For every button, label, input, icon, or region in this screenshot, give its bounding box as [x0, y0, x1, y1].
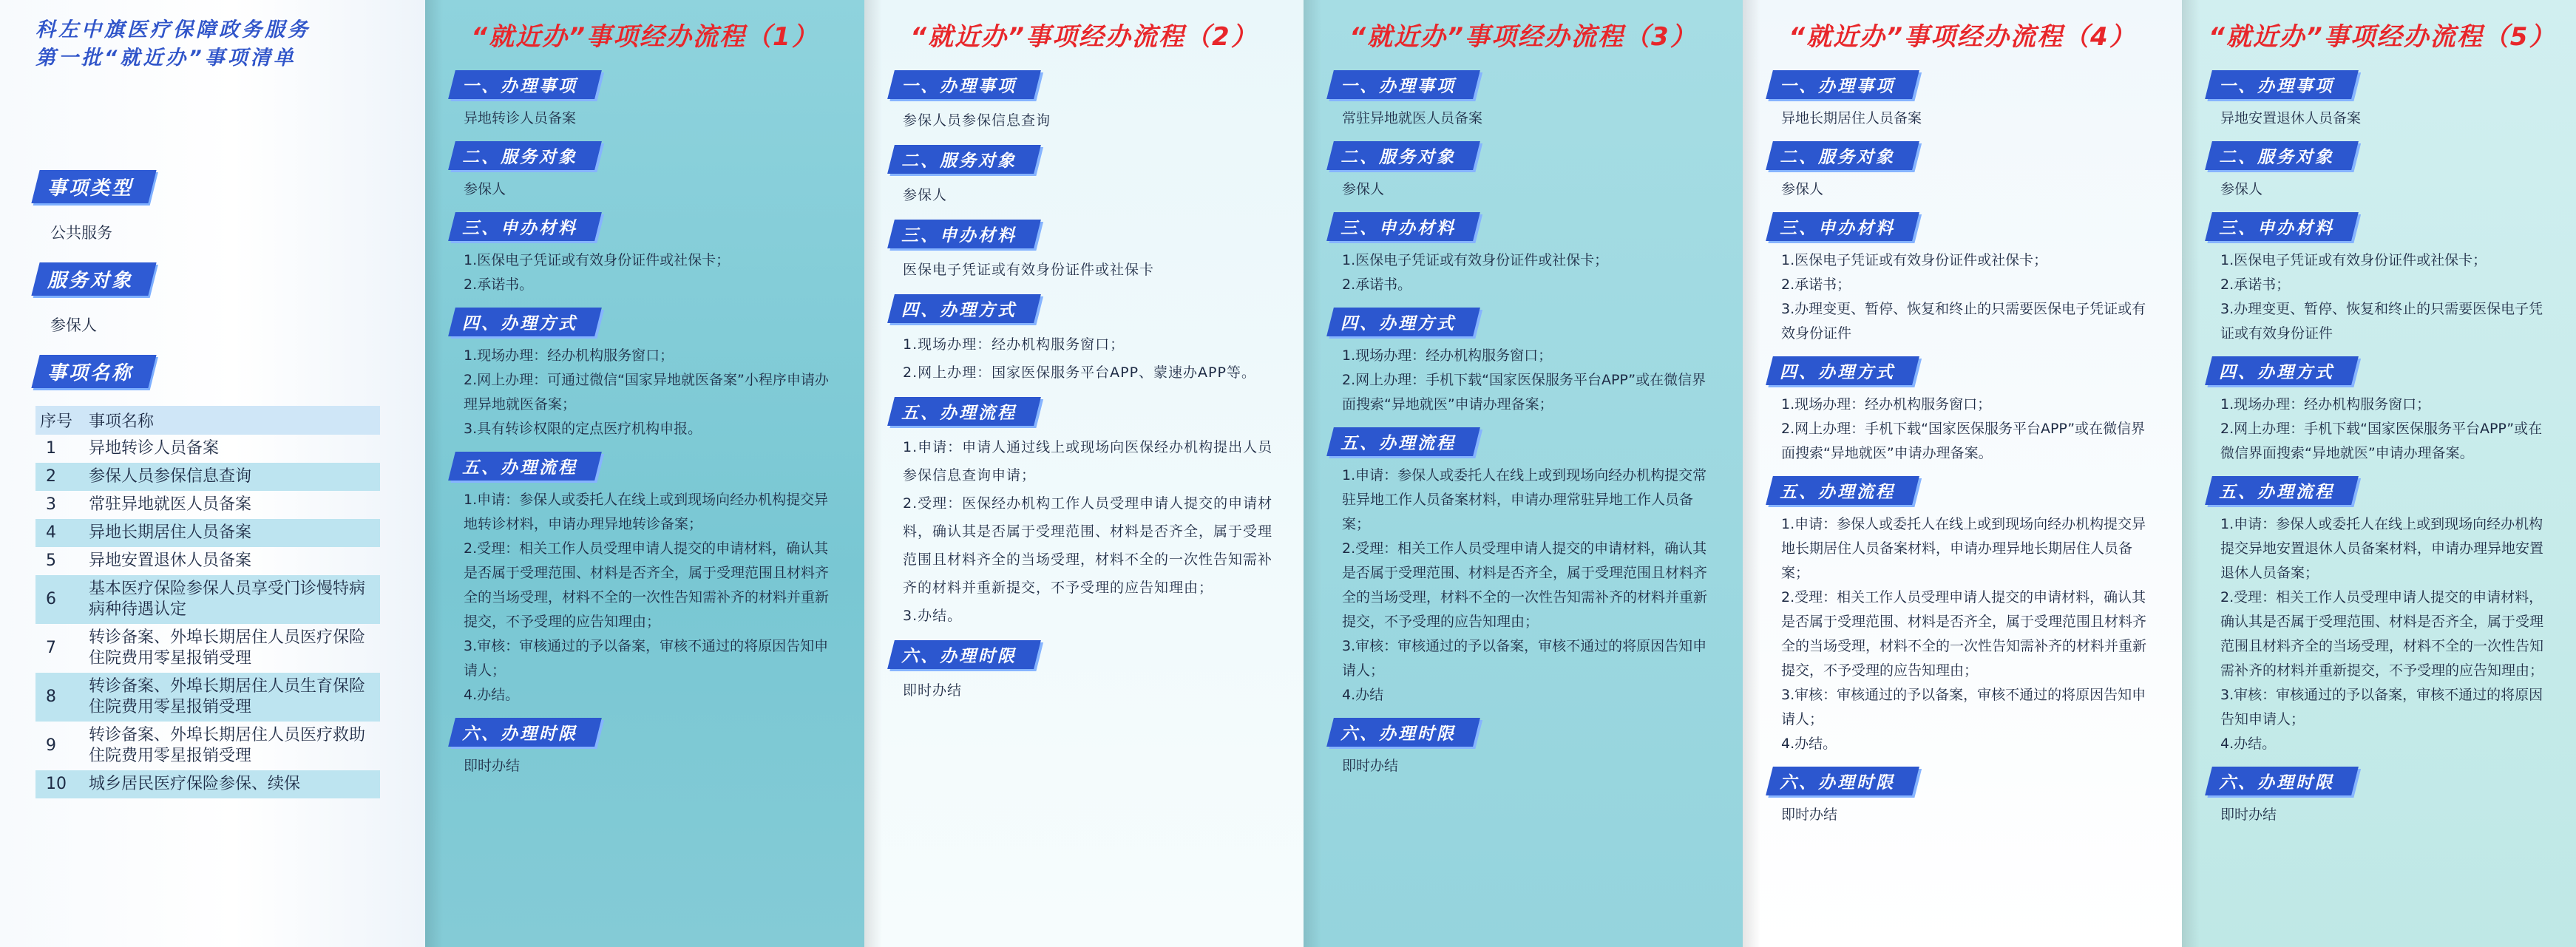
- panel-title: “就近办”事项经办流程（1）: [471, 22, 818, 52]
- cover-panel: [0, 0, 425, 947]
- process-section: [1769, 356, 2155, 466]
- section-heading-label: 五、办理流程: [1780, 483, 1895, 502]
- section-heading: [1326, 70, 1480, 99]
- section-text: 1.现场办理：经办机构服务窗口； 2.网上办理：可通过微信“国家异地就医备案”小程序申请办理异地就医备案； 3.具有转诊权限的定点医疗机构申报。: [464, 347, 829, 437]
- panel-title: “就近办”事项经办流程（5）: [2209, 22, 2556, 52]
- item-number: 7: [46, 639, 56, 657]
- panel-title: “就近办”事项经办流程（3）: [1349, 22, 1697, 52]
- section-heading: [1766, 356, 1919, 385]
- section-heading-label: 六、办理时限: [2219, 773, 2334, 792]
- item-number: 6: [35, 575, 84, 624]
- process-section: [891, 70, 1277, 135]
- table-row: [35, 575, 380, 624]
- process-section: [891, 640, 1277, 705]
- section-heading: [1326, 308, 1480, 336]
- section-heading-label: 五、办理流程: [462, 458, 577, 478]
- section-text: 异地安置退休人员备案: [2220, 110, 2362, 126]
- process-section: [891, 145, 1277, 209]
- item-name: 异地长期居住人员备案: [84, 519, 380, 547]
- section-heading: [2205, 70, 2359, 99]
- panel-title: “就近办”事项经办流程（2）: [910, 22, 1258, 52]
- section-text: 1.医保电子凭证或有效身份证件或社保卡； 2.承诺书； 3.办理变更、暂停、恢复和终止的只需要医保电子凭证或有效身份证件: [1781, 252, 2146, 342]
- section-heading: [887, 640, 1041, 669]
- section-heading-label: 一、办理事项: [2219, 77, 2334, 96]
- process-section: [2209, 476, 2549, 756]
- item-names-tag: [31, 355, 156, 388]
- section-heading: [1326, 427, 1480, 456]
- process-section: [1330, 427, 1716, 707]
- process-section: [1330, 212, 1716, 297]
- item-name: 常驻异地就医人员备案: [89, 495, 252, 514]
- section-heading: [2205, 767, 2359, 795]
- section-heading-label: 二、服务对象: [901, 152, 1017, 171]
- section-text: 1.现场办理：经办机构服务窗口； 2.网上办理：手机下载“国家医保服务平台APP”或在微信界面搜索“异地就医”申请办理备案；: [1342, 347, 1706, 413]
- section-text: 参保人: [1781, 181, 1824, 197]
- column-header-no: 序号: [35, 406, 84, 435]
- section-heading: [2205, 356, 2359, 385]
- section-text: 即时办结: [2220, 807, 2277, 823]
- section-text: 异地长期居住人员备案: [1781, 110, 1922, 126]
- table-row: [35, 547, 380, 575]
- process-section: [2209, 212, 2549, 346]
- process-section: [2209, 767, 2549, 827]
- section-heading-label: 三、申办材料: [1780, 219, 1895, 238]
- section-heading: [887, 220, 1041, 248]
- item-name: 转诊备案、外埠长期居住人员医疗保险住院费用零星报销受理: [89, 628, 366, 668]
- section-heading: [887, 145, 1041, 174]
- process-section: [1769, 141, 2155, 202]
- process-section: [1769, 476, 2155, 756]
- item-list-body: [35, 435, 380, 798]
- section-heading-label: 六、办理时限: [901, 647, 1017, 666]
- process-section: [452, 718, 838, 778]
- process-section: [452, 212, 838, 297]
- item-type-tag: [31, 170, 156, 203]
- table-row: [35, 519, 380, 547]
- section-heading: [448, 70, 602, 99]
- section-heading: [1766, 767, 1919, 795]
- section-text: 1.现场办理：经办机构服务窗口； 2.网上办理：手机下载“国家医保服务平台APP”或在微信界面搜索“异地就医”申请办理备案。: [2220, 396, 2543, 461]
- process-panel-2: [864, 0, 1304, 947]
- table-row: [35, 435, 380, 463]
- section-heading-label: 三、申办材料: [2219, 219, 2334, 238]
- item-name: 转诊备案、外埠长期居住人员生育保险住院费用零星报销受理: [84, 673, 380, 722]
- process-section: [2209, 356, 2549, 466]
- section-heading: [1766, 212, 1919, 241]
- item-number: 9: [46, 736, 56, 755]
- item-number: 3: [46, 495, 56, 514]
- section-text: 1.申请：申请人通过线上或现场向医保经办机构提出人员参保信息查询申请； 2.受理：医保经办机构工作人员受理申请人提交的申请材料，确认其是否属于受理范围、材料是否齐全，属于受理范围且材料齐全的当场受理，材料不全的一次性告知需补齐的材料并重新提交，不予受理的应告知理由； 3.办结。: [903, 439, 1273, 624]
- section-heading-label: 三、申办材料: [462, 219, 577, 238]
- process-section: [1769, 70, 2155, 131]
- table-row: [35, 624, 380, 673]
- process-section: [452, 452, 838, 707]
- table-row: [35, 770, 380, 798]
- item-name: 转诊备案、外埠长期居住人员医疗救助住院费用零星报销受理: [89, 726, 366, 765]
- process-section: [1330, 141, 1716, 202]
- process-section: [2209, 70, 2549, 131]
- section-heading-label: 四、办理方式: [462, 314, 577, 333]
- section-text: 参保人: [903, 187, 948, 203]
- panel-fold-shadow: [864, 0, 882, 947]
- item-name: 异地安置退休人员备案: [89, 551, 252, 570]
- section-heading-label: 三、申办材料: [901, 226, 1017, 245]
- section-heading-label: 四、办理方式: [1340, 314, 1456, 333]
- process-section: [452, 308, 838, 441]
- section-heading: [2205, 141, 2359, 170]
- section-heading-label: 三、申办材料: [1340, 219, 1456, 238]
- service-target-value: 参保人: [50, 316, 97, 334]
- table-header-row: [35, 406, 380, 435]
- table-row: [35, 463, 380, 491]
- item-number: 8: [35, 673, 84, 722]
- section-heading-label: 四、办理方式: [2219, 363, 2334, 382]
- section-heading: [448, 718, 602, 747]
- section-heading-label: 二、服务对象: [1780, 148, 1895, 167]
- section-heading: [1326, 212, 1480, 241]
- item-name: 基本医疗保险参保人员享受门诊慢特病病种待遇认定: [84, 575, 380, 624]
- service-target-label: 服务对象: [47, 270, 134, 292]
- section-text: 1.现场办理：经办机构服务窗口； 2.网上办理：国家医保服务平台APP、蒙速办APP等。: [903, 336, 1256, 381]
- section-heading-label: 一、办理事项: [462, 77, 577, 96]
- process-panel-3: [1304, 0, 1743, 947]
- panel-fold-shadow: [1743, 0, 1760, 947]
- section-heading-label: 二、服务对象: [2219, 148, 2334, 167]
- section-heading-label: 一、办理事项: [901, 77, 1017, 96]
- item-number: 2: [35, 463, 84, 491]
- cover-title-line1: 科左中旗医疗保障政务服务: [35, 18, 311, 41]
- process-section: [891, 220, 1277, 284]
- section-heading: [448, 141, 602, 170]
- section-heading-label: 四、办理方式: [901, 301, 1017, 320]
- section-text: 即时办结: [1781, 807, 1838, 823]
- item-type-value: 公共服务: [50, 224, 112, 242]
- section-text: 1.申请：参保人或委托人在线上或到现场向经办机构提交异地长期居住人员备案材料，申请办理异地长期居住人员备案； 2.受理：相关工作人员受理申请人提交的申请材料，确认其是否属于受理范围、材料是否齐全，属于受理范围且材料齐全的当场受理，材料不全的一次性告知需补齐的材料并重新提交，不予受理的应告知理由； 3.审核：审核通过的予以备案，审核不通过的将原因告知申请人； 4.办结。: [1781, 516, 2147, 752]
- section-heading-label: 五、办理流程: [901, 404, 1017, 423]
- service-target-tag: [31, 262, 156, 296]
- section-text: 参保人: [2220, 181, 2263, 197]
- section-text: 异地转诊人员备案: [464, 110, 577, 126]
- section-heading-label: 二、服务对象: [1340, 148, 1456, 167]
- process-section: [452, 70, 838, 131]
- section-text: 1.医保电子凭证或有效身份证件或社保卡； 2.承诺书。: [1342, 252, 1609, 293]
- item-name: 参保人员参保信息查询: [84, 463, 380, 491]
- column-header-name: 事项名称: [84, 406, 380, 435]
- section-heading: [448, 308, 602, 336]
- section-heading-label: 四、办理方式: [1780, 363, 1895, 382]
- section-heading-label: 二、服务对象: [462, 148, 577, 167]
- section-heading: [1766, 70, 1919, 99]
- process-section: [1330, 308, 1716, 417]
- section-heading: [2205, 476, 2359, 505]
- section-text: 1.医保电子凭证或有效身份证件或社保卡； 2.承诺书。: [464, 252, 731, 293]
- section-heading-label: 六、办理时限: [462, 724, 577, 744]
- section-heading-label: 五、办理流程: [1340, 434, 1456, 453]
- section-text: 参保人: [1342, 181, 1385, 197]
- section-heading: [1326, 141, 1480, 170]
- process-section: [452, 141, 838, 202]
- process-section: [891, 294, 1277, 387]
- panel-fold-shadow: [425, 0, 443, 947]
- section-text: 参保人: [464, 181, 506, 197]
- process-section: [2209, 141, 2549, 202]
- item-number: 5: [46, 551, 56, 570]
- process-section: [891, 397, 1277, 630]
- section-text: 即时办结: [464, 758, 521, 774]
- item-names-label: 事项名称: [47, 362, 134, 384]
- section-heading: [887, 70, 1041, 99]
- item-number: 1: [46, 439, 56, 458]
- panel-title: “就近办”事项经办流程（4）: [1789, 22, 2136, 52]
- section-heading: [1766, 141, 1919, 170]
- process-panel-4: [1743, 0, 2182, 947]
- cover-title: [35, 16, 396, 72]
- item-number: 4: [35, 519, 84, 547]
- process-section: [1769, 767, 2155, 827]
- process-section: [1330, 718, 1716, 778]
- section-text: 1.申请：参保人或委托人在线上或到现场向经办机构提交异地安置退休人员备案材料，申请办理异地安置退休人员备案； 2.受理：相关工作人员受理申请人提交的申请材料，确认其是否属于受理范围、材料是否齐全，属于受理范围且材料齐全的当场受理，材料不全的一次性告知需补齐的材料并重新提交，不予受理的应告知理由； 3.审核：审核通过的予以备案，审核不通过的将原因告知申请人； 4.办结。: [2220, 516, 2544, 752]
- section-text: 即时办结: [903, 682, 963, 699]
- section-heading: [448, 452, 602, 481]
- section-text: 即时办结: [1342, 758, 1399, 774]
- panel-fold-shadow: [2182, 0, 2200, 947]
- item-name: 城乡居民医疗保险参保、续保: [84, 770, 380, 798]
- section-text: 1.医保电子凭证或有效身份证件或社保卡； 2.承诺书； 3.办理变更、暂停、恢复和终止的只需要医保电子凭证或有效身份证件: [2220, 252, 2543, 342]
- section-heading-label: 六、办理时限: [1780, 773, 1895, 792]
- section-heading-label: 五、办理流程: [2219, 483, 2334, 502]
- item-list-table: [35, 406, 380, 798]
- item-type-label: 事项类型: [47, 177, 134, 200]
- process-section: [1330, 70, 1716, 131]
- section-text: 1.现场办理：经办机构服务窗口； 2.网上办理：手机下载“国家医保服务平台APP”或在微信界面搜索“异地就医”申请办理备案。: [1781, 396, 2146, 461]
- section-text: 1.申请：参保人或委托人在线上或到现场向经办机构提交异地转诊材料，申请办理异地转诊备案； 2.受理：相关工作人员受理申请人提交的申请材料，确认其是否属于受理范围、材料是否齐全，属于受理范围且材料齐全的当场受理，材料不全的一次性告知需补齐的材料并重新提交，不予受理的应告知理由； 3.审核：审核通过的予以备案，审核不通过的将原因告知申请人； 4.办结。: [464, 492, 830, 703]
- panel-fold-shadow: [1304, 0, 1321, 947]
- section-heading-label: 一、办理事项: [1780, 77, 1895, 96]
- process-panel-5: [2182, 0, 2576, 947]
- section-heading: [1326, 718, 1480, 747]
- section-text: 常驻异地就医人员备案: [1342, 110, 1483, 126]
- cover-title-line2: 第一批“就近办”事项清单: [35, 47, 296, 69]
- table-row: [35, 491, 380, 519]
- process-section: [1769, 212, 2155, 346]
- table-row: [35, 673, 380, 722]
- section-heading: [887, 397, 1041, 426]
- item-number: 10: [35, 770, 84, 798]
- item-name: 异地转诊人员备案: [89, 439, 220, 458]
- section-heading: [1766, 476, 1919, 505]
- section-heading: [2205, 212, 2359, 241]
- section-heading-label: 六、办理时限: [1340, 724, 1456, 744]
- section-text: 医保电子凭证或有效身份证件或社保卡: [903, 262, 1155, 278]
- section-heading: [887, 294, 1041, 323]
- table-row: [35, 722, 380, 770]
- section-text: 参保人员参保信息查询: [903, 112, 1051, 129]
- process-panel-1: [425, 0, 864, 947]
- section-text: 1.申请：参保人或委托人在线上或到现场向经办机构提交常驻异地工作人员备案材料，申请办理常驻异地工作人员备案； 2.受理：相关工作人员受理申请人提交的申请材料，确认其是否属于受理范围、材料是否齐全，属于受理范围且材料齐全的当场受理，材料不全的一次性告知需补齐的材料并重新提交，不予受理的应告知理由； 3.审核：审核通过的予以备案，审核不通过的将原因告知申请人； 4.办结: [1342, 467, 1708, 703]
- section-heading: [448, 212, 602, 241]
- section-heading-label: 一、办理事项: [1340, 77, 1456, 96]
